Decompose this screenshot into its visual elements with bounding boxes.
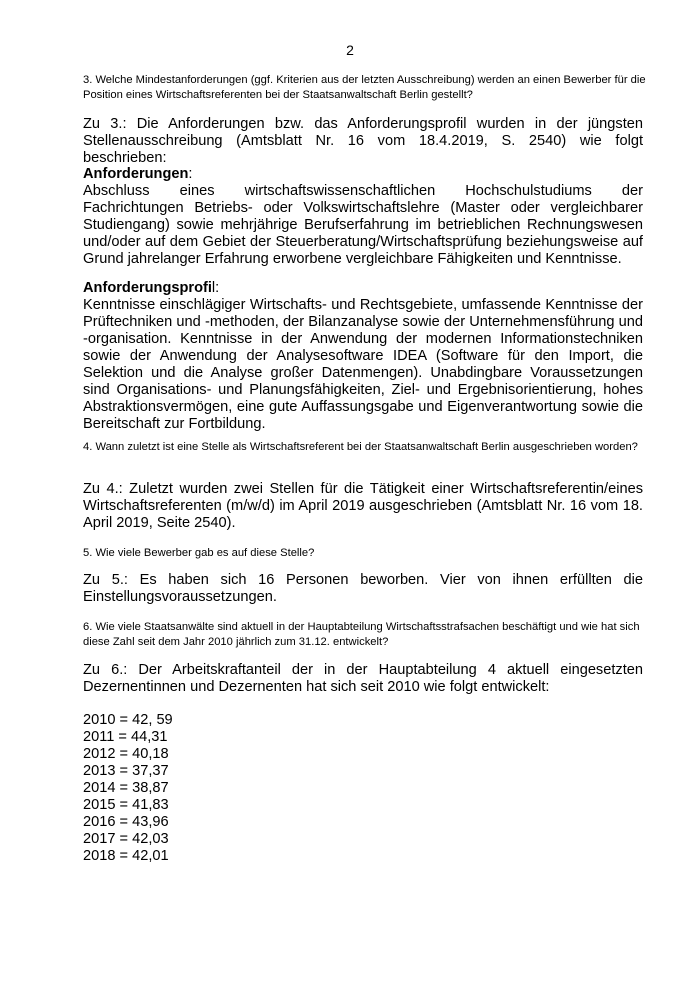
year-value: 2017 = 42,03 (83, 831, 169, 847)
question-3: 3. Welche Mindestanforderungen (ggf. Kriterien aus der letzten Ausschreibung) werden an einen Bewerber für die Position eines Wirtschaftsreferenten bei der Staatsanwaltschaft Berlin gestellt? (83, 74, 646, 101)
section-anforderungsprofil (83, 280, 643, 433)
answer-3-intro: Zu 3.: Die Anforderungen bzw. das Anforderungsprofil wurden in der jüngsten Stellenausschreibung (Amtsblatt Nr. 16 vom 18.4.2019, S. 2540) wie folgt beschrieben: (83, 116, 643, 166)
year-value: 2018 = 42,01 (83, 848, 169, 864)
year-value: 2014 = 38,87 (83, 780, 169, 796)
answer-6: Zu 6.: Der Arbeitskraftanteil der in der Hauptabteilung 4 aktuell eingesetzten Dezernentinnen und Dezernenten hat sich seit 2010 wie folgt entwickelt: (83, 662, 643, 695)
section-anforderungen (83, 166, 643, 268)
year-value: 2016 = 43,96 (83, 814, 169, 830)
year-value: 2012 = 40,18 (83, 746, 169, 762)
anforderungen-heading-suffix: : (188, 166, 193, 182)
answer-4: Zu 4.: Zuletzt wurden zwei Stellen für die Tätigkeit einer Wirtschaftsreferentin/eines Wirtschaftsreferenten (m/w/d) im April 2019 ausgeschrieben (Amtsblatt Nr. 16 vom 18. April 2019, Seite 2540). (83, 481, 643, 531)
question-6: 6. Wie viele Staatsanwälte sind aktuell in der Hauptabteilung Wirtschaftsstrafsachen beschäftigt und wie hat sich diese Zahl seit dem Jahr 2010 jährlich zum 31.12. entwickelt? (83, 621, 640, 648)
year-value: 2010 = 42, 59 (83, 712, 173, 728)
anforderungsprofil-heading-suffix: l: (211, 280, 220, 296)
anforderungsprofil-heading: Anforderungsprofi (83, 280, 212, 296)
question-5: 5. Wie viele Bewerber gab es auf diese Stelle? (83, 547, 315, 559)
year-value: 2015 = 41,83 (83, 797, 169, 813)
year-value: 2011 = 44,31 (83, 729, 168, 745)
page-number: 2 (346, 42, 354, 58)
answer-5: Zu 5.: Es haben sich 16 Personen beworben. Vier von ihnen erfüllten die Einstellungsvoraussetzungen. (83, 572, 643, 605)
anforderungen-text: Abschluss eines wirtschaftswissenschaftlichen Hochschulstudiums der Fachrichtungen Betriebs- oder Volkswirtschaftslehre (Master oder vergleichbarer Studiengang) sowie mehrjährige Berufserfahrung im betrieblichen Rechnungswesen und/oder auf dem Gebiet der Steuerberatung/Wirtschaftsprüfung beziehungsweise auf Grund jahrelanger Erfahrung erworbene vergleichbare Fähigkeiten und Kenntnisse. (83, 183, 643, 267)
anforderungen-heading: Anforderungen (83, 166, 189, 182)
anforderungsprofil-text: Kenntnisse einschlägiger Wirtschafts- und Rechtsgebiete, umfassende Kenntnisse der Prüftechniken und -methoden, der Bilanzanalyse sowie der Unternehmensführung und -organisation. Kenntnisse in der Anwendung der modernen Informationstechniken sowie der Anwendung der Analysesoftware IDEA (Software für den Import, die Selektion und die Analyse großer Datenmengen). Unabdingbare Voraussetzungen sind Organisations- und Planungsfähigkeiten, Ziel- und Ergebnisorientierung, hohes Abstraktionsvermögen, eine gute Auffassungsgabe und Eigenverantwortung sowie die Bereitschaft zur Fortbildung. (83, 297, 643, 432)
year-value: 2013 = 37,37 (83, 763, 169, 779)
question-4: 4. Wann zuletzt ist eine Stelle als Wirtschaftsreferent bei der Staatsanwaltschaft Berlin ausgeschrieben worden? (83, 441, 638, 453)
year-value-list (83, 712, 173, 865)
